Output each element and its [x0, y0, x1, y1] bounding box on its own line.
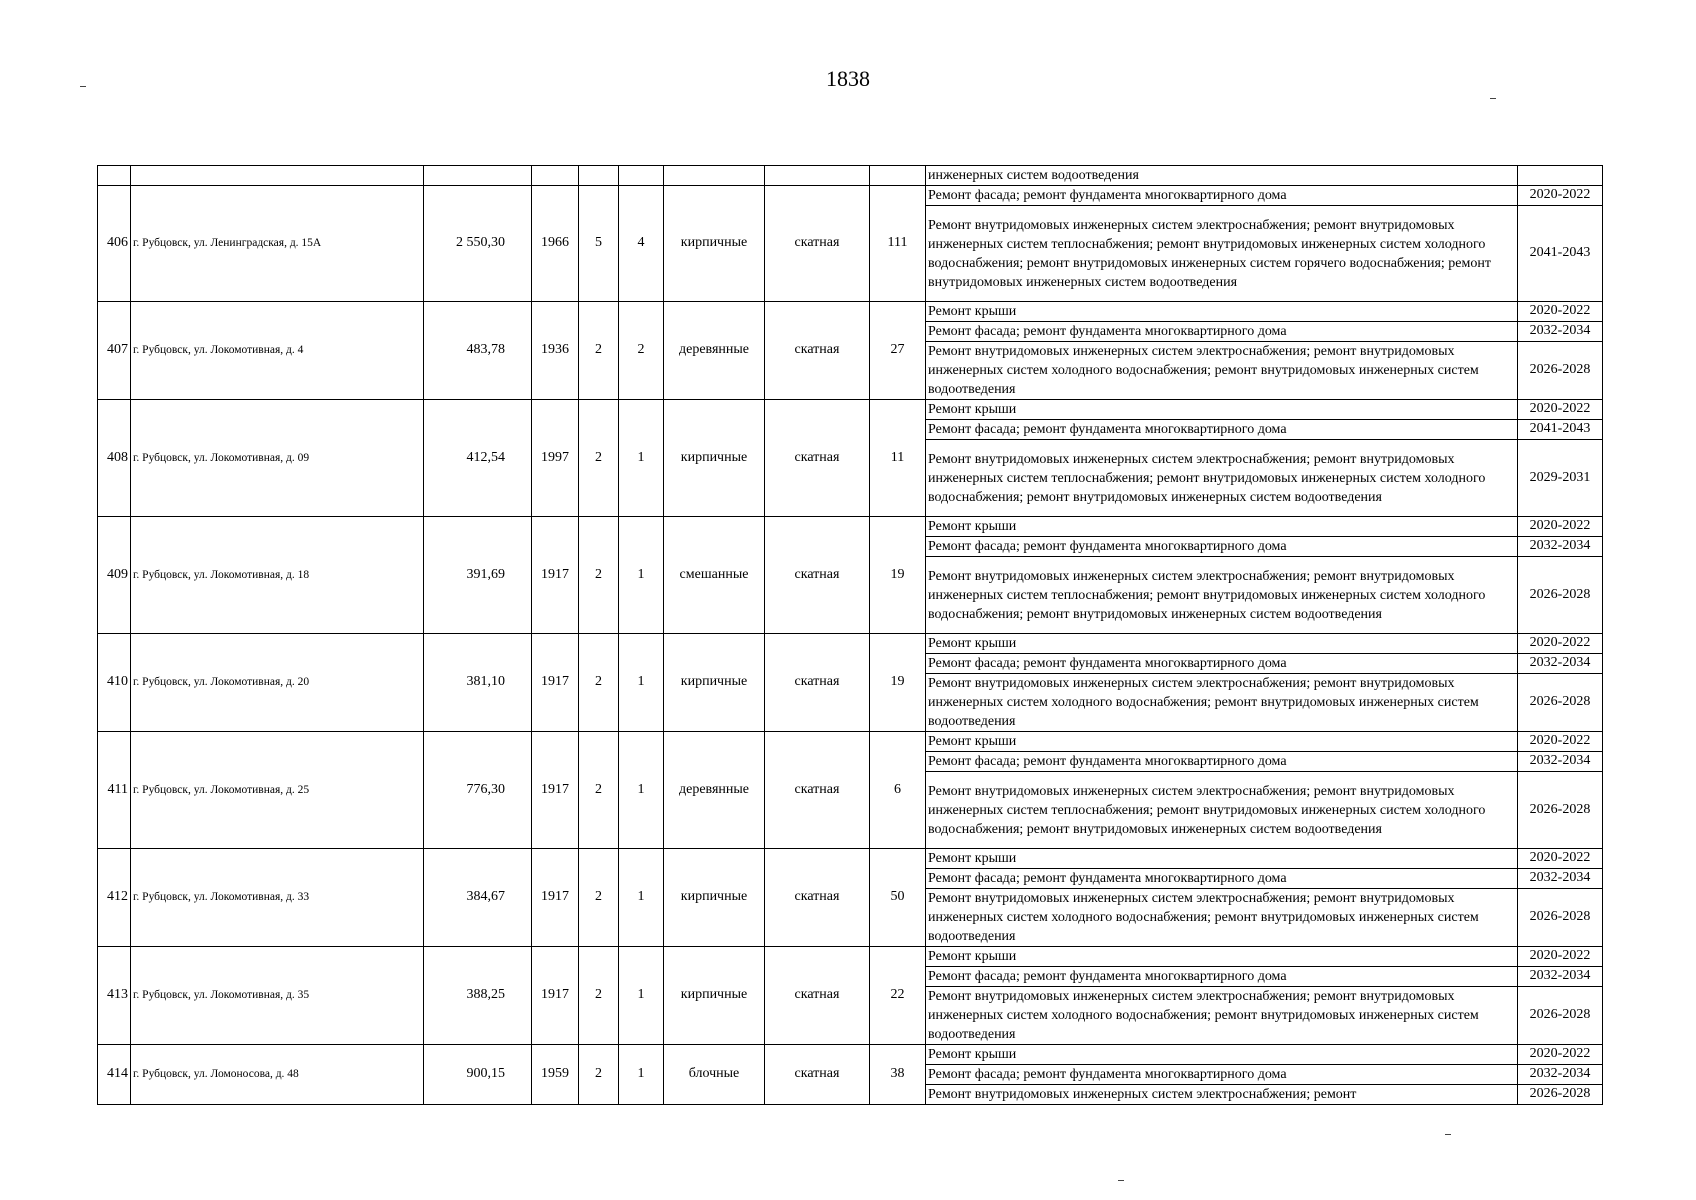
house-area: 483,78: [424, 302, 532, 400]
entrance-count: 4: [619, 186, 664, 302]
work-description: Ремонт фасада; ремонт фундамента многоквартирного дома: [926, 654, 1518, 674]
build-year: 1966: [532, 186, 579, 302]
work-period: 2032-2034: [1518, 322, 1603, 342]
carry-over-row: [98, 166, 1603, 186]
work-period: 2020-2022: [1518, 1045, 1603, 1065]
work-description: Ремонт фасада; ремонт фундамента многоквартирного дома: [926, 537, 1518, 557]
roof-type: скатная: [765, 517, 870, 634]
work-period: 2020-2022: [1518, 947, 1603, 967]
resident-count: 111: [870, 186, 926, 302]
work-description: Ремонт крыши: [926, 1045, 1518, 1065]
empty-cell: [619, 166, 664, 186]
entrance-count: 2: [619, 302, 664, 400]
work-period: 2026-2028: [1518, 987, 1603, 1045]
work-period: 2020-2022: [1518, 302, 1603, 322]
house-area: 388,25: [424, 947, 532, 1045]
roof-type: скатная: [765, 400, 870, 517]
empty-cell: [131, 166, 424, 186]
work-period: 2041-2043: [1518, 206, 1603, 302]
roof-type: скатная: [765, 849, 870, 947]
wall-material: деревянные: [664, 302, 765, 400]
work-description: Ремонт крыши: [926, 732, 1518, 752]
entrance-count: 1: [619, 947, 664, 1045]
house-address: г. Рубцовск, ул. Локомотивная, д. 18: [131, 517, 424, 634]
resident-count: 11: [870, 400, 926, 517]
scan-mark: [1445, 1134, 1451, 1135]
build-year: 1959: [532, 1045, 579, 1105]
roof-type: скатная: [765, 634, 870, 732]
row-number: 407: [98, 302, 131, 400]
work-period: 2032-2034: [1518, 752, 1603, 772]
empty-cell: [870, 166, 926, 186]
house-area: 900,15: [424, 1045, 532, 1105]
floor-count: 2: [579, 517, 619, 634]
empty-cell: [424, 166, 532, 186]
work-period: 2026-2028: [1518, 557, 1603, 634]
work-description: Ремонт внутридомовых инженерных систем электроснабжения; ремонт внутридомовых инженерных систем теплоснабжения; ремонт внутридомовых инженерных систем холодного водоснабжения; ремонт внутридомовых инженерных систем водоотведения: [926, 772, 1518, 849]
work-description: Ремонт внутридомовых инженерных систем электроснабжения; ремонт внутридомовых инженерных систем теплоснабжения; ремонт внутридомовых инженерных систем холодного водоснабжения; ремонт внутридомовых инженерных систем горячего водоснабжения; ремонт внутридомовых инженерных систем водоотведения: [926, 206, 1518, 302]
work-period: 2020-2022: [1518, 186, 1603, 206]
work-description: Ремонт внутридомовых инженерных систем электроснабжения; ремонт внутридомовых инженерных систем теплоснабжения; ремонт внутридомовых инженерных систем холодного водоснабжения; ремонт внутридомовых инженерных систем водоотведения: [926, 440, 1518, 517]
work-row: [98, 186, 1603, 206]
work-period: 2026-2028: [1518, 772, 1603, 849]
row-number: 412: [98, 849, 131, 947]
work-description: Ремонт фасада; ремонт фундамента многоквартирного дома: [926, 967, 1518, 987]
work-row: [98, 849, 1603, 869]
entrance-count: 1: [619, 400, 664, 517]
scan-mark: [1490, 98, 1496, 99]
empty-cell: [98, 166, 131, 186]
entrance-count: 1: [619, 517, 664, 634]
house-address: г. Рубцовск, ул. Локомотивная, д. 35: [131, 947, 424, 1045]
entrance-count: 1: [619, 732, 664, 849]
build-year: 1917: [532, 732, 579, 849]
work-description: Ремонт внутридомовых инженерных систем электроснабжения; ремонт: [926, 1085, 1518, 1105]
work-period: 2020-2022: [1518, 517, 1603, 537]
build-year: 1917: [532, 947, 579, 1045]
house-address: г. Рубцовск, ул. Локомотивная, д. 20: [131, 634, 424, 732]
roof-type: скатная: [765, 302, 870, 400]
wall-material: деревянные: [664, 732, 765, 849]
empty-cell: [765, 166, 870, 186]
row-number: 413: [98, 947, 131, 1045]
empty-cell: [579, 166, 619, 186]
roof-type: скатная: [765, 186, 870, 302]
work-description: Ремонт фасада; ремонт фундамента многоквартирного дома: [926, 752, 1518, 772]
floor-count: 2: [579, 400, 619, 517]
resident-count: 50: [870, 849, 926, 947]
work-period: 2020-2022: [1518, 849, 1603, 869]
work-description: Ремонт внутридомовых инженерных систем электроснабжения; ремонт внутридомовых инженерных систем холодного водоснабжения; ремонт внутридомовых инженерных систем водоотведения: [926, 987, 1518, 1045]
house-area: 2 550,30: [424, 186, 532, 302]
floor-count: 2: [579, 634, 619, 732]
floor-count: 2: [579, 1045, 619, 1105]
house-address: г. Рубцовск, ул. Локомотивная, д. 33: [131, 849, 424, 947]
row-number: 406: [98, 186, 131, 302]
house-address: г. Рубцовск, ул. Локомотивная, д. 09: [131, 400, 424, 517]
resident-count: 22: [870, 947, 926, 1045]
floor-count: 2: [579, 302, 619, 400]
roof-type: скатная: [765, 732, 870, 849]
floor-count: 2: [579, 947, 619, 1045]
resident-count: 27: [870, 302, 926, 400]
empty-cell: [532, 166, 579, 186]
work-description: Ремонт фасада; ремонт фундамента многоквартирного дома: [926, 869, 1518, 889]
work-period: 2029-2031: [1518, 440, 1603, 517]
work-period: 2032-2034: [1518, 537, 1603, 557]
work-row: [98, 517, 1603, 537]
work-description: Ремонт фасада; ремонт фундамента многоквартирного дома: [926, 1065, 1518, 1085]
work-description: Ремонт фасада; ремонт фундамента многоквартирного дома: [926, 186, 1518, 206]
entrance-count: 1: [619, 849, 664, 947]
work-description: Ремонт крыши: [926, 634, 1518, 654]
floor-count: 5: [579, 186, 619, 302]
row-number: 411: [98, 732, 131, 849]
build-year: 1997: [532, 400, 579, 517]
roof-type: скатная: [765, 947, 870, 1045]
work-description: инженерных систем водоотведения: [926, 166, 1518, 186]
entrance-count: 1: [619, 1045, 664, 1105]
house-address: г. Рубцовск, ул. Локомотивная, д. 25: [131, 732, 424, 849]
work-period: 2026-2028: [1518, 674, 1603, 732]
build-year: 1936: [532, 302, 579, 400]
wall-material: кирпичные: [664, 400, 765, 517]
work-period: 2032-2034: [1518, 869, 1603, 889]
wall-material: кирпичные: [664, 634, 765, 732]
house-area: 384,67: [424, 849, 532, 947]
floor-count: 2: [579, 732, 619, 849]
work-period: 2032-2034: [1518, 1065, 1603, 1085]
resident-count: 19: [870, 517, 926, 634]
work-period: 2032-2034: [1518, 654, 1603, 674]
work-description: Ремонт внутридомовых инженерных систем электроснабжения; ремонт внутридомовых инженерных систем холодного водоснабжения; ремонт внутридомовых инженерных систем водоотведения: [926, 342, 1518, 400]
row-number: 414: [98, 1045, 131, 1105]
repair-schedule-table: [97, 165, 1603, 1105]
house-area: 412,54: [424, 400, 532, 517]
resident-count: 19: [870, 634, 926, 732]
row-number: 409: [98, 517, 131, 634]
house-area: 381,10: [424, 634, 532, 732]
scan-mark: [80, 86, 86, 87]
row-number: 410: [98, 634, 131, 732]
wall-material: кирпичные: [664, 186, 765, 302]
work-description: Ремонт крыши: [926, 400, 1518, 420]
work-description: Ремонт внутридомовых инженерных систем электроснабжения; ремонт внутридомовых инженерных систем теплоснабжения; ремонт внутридомовых инженерных систем холодного водоснабжения; ремонт внутридомовых инженерных систем водоотведения: [926, 557, 1518, 634]
resident-count: 6: [870, 732, 926, 849]
empty-cell: [664, 166, 765, 186]
work-row: [98, 400, 1603, 420]
roof-type: скатная: [765, 1045, 870, 1105]
work-period: 2020-2022: [1518, 732, 1603, 752]
build-year: 1917: [532, 634, 579, 732]
scan-mark: [1118, 1180, 1124, 1181]
house-area: 391,69: [424, 517, 532, 634]
work-description: Ремонт фасада; ремонт фундамента многоквартирного дома: [926, 420, 1518, 440]
wall-material: блочные: [664, 1045, 765, 1105]
work-row: [98, 732, 1603, 752]
work-period: 2026-2028: [1518, 889, 1603, 947]
work-description: Ремонт крыши: [926, 517, 1518, 537]
work-description: Ремонт фасада; ремонт фундамента многоквартирного дома: [926, 322, 1518, 342]
work-row: [98, 947, 1603, 967]
empty-cell: [1518, 166, 1603, 186]
work-period: 2020-2022: [1518, 634, 1603, 654]
work-period: 2026-2028: [1518, 1085, 1603, 1105]
work-period: 2020-2022: [1518, 400, 1603, 420]
wall-material: кирпичные: [664, 947, 765, 1045]
page-number: 1838: [826, 66, 870, 91]
work-row: [98, 1045, 1603, 1065]
row-number: 408: [98, 400, 131, 517]
work-period: 2032-2034: [1518, 967, 1603, 987]
build-year: 1917: [532, 517, 579, 634]
house-area: 776,30: [424, 732, 532, 849]
work-period: 2041-2043: [1518, 420, 1603, 440]
house-address: г. Рубцовск, ул. Ломоносова, д. 48: [131, 1045, 424, 1105]
build-year: 1917: [532, 849, 579, 947]
resident-count: 38: [870, 1045, 926, 1105]
work-description: Ремонт крыши: [926, 947, 1518, 967]
entrance-count: 1: [619, 634, 664, 732]
work-description: Ремонт крыши: [926, 302, 1518, 322]
work-description: Ремонт крыши: [926, 849, 1518, 869]
work-row: [98, 302, 1603, 322]
floor-count: 2: [579, 849, 619, 947]
house-address: г. Рубцовск, ул. Ленинградская, д. 15А: [131, 186, 424, 302]
work-description: Ремонт внутридомовых инженерных систем электроснабжения; ремонт внутридомовых инженерных систем холодного водоснабжения; ремонт внутридомовых инженерных систем водоотведения: [926, 674, 1518, 732]
work-description: Ремонт внутридомовых инженерных систем электроснабжения; ремонт внутридомовых инженерных систем холодного водоснабжения; ремонт внутридомовых инженерных систем водоотведения: [926, 889, 1518, 947]
work-row: [98, 634, 1603, 654]
work-period: 2026-2028: [1518, 342, 1603, 400]
house-address: г. Рубцовск, ул. Локомотивная, д. 4: [131, 302, 424, 400]
wall-material: кирпичные: [664, 849, 765, 947]
table-body: [98, 166, 1603, 1105]
wall-material: смешанные: [664, 517, 765, 634]
